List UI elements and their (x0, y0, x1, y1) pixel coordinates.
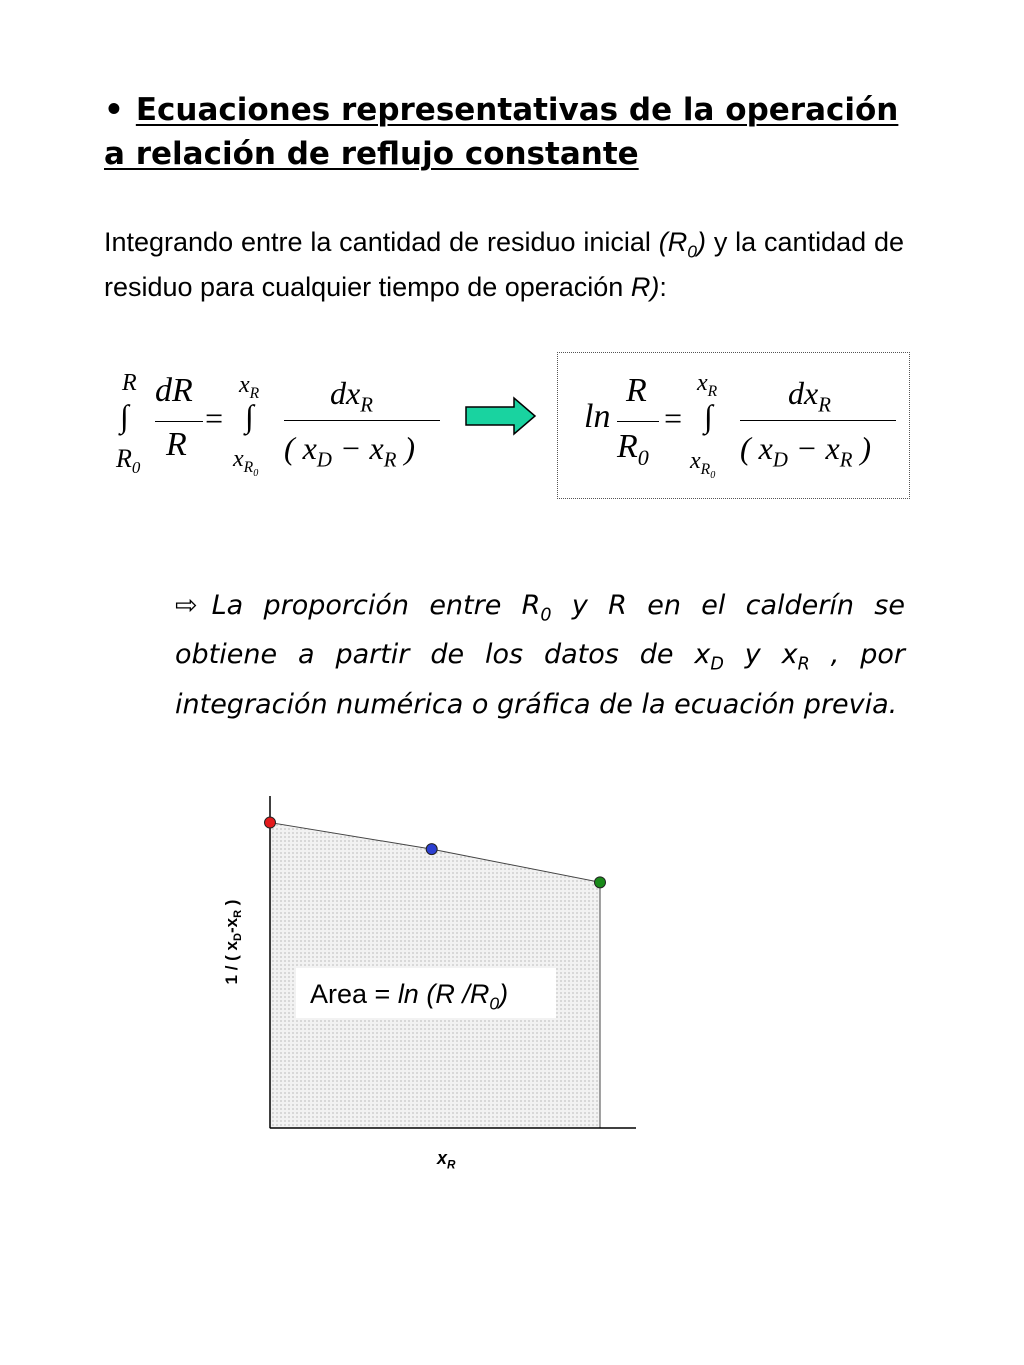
data-point-3 (595, 877, 606, 888)
area-annotation: Area = ln (R $/R_0$) (296, 968, 556, 1018)
integral3-lower-limit: $x_{R_0}$ (690, 448, 716, 481)
fraction3-denominator: ( $x_D - x_R$ ) (740, 430, 872, 472)
ratio-denominator: $R_0$ (617, 428, 649, 470)
implies-arrow-icon (464, 396, 538, 436)
fraction-numerator: dR (155, 372, 193, 409)
ratio-bar (617, 421, 659, 422)
fraction2-numerator: $dx_R$ (330, 375, 373, 417)
integral-sign-icon: ∫ (120, 398, 129, 434)
y-axis-label: 1 / ( $x_D-x_R$ ) (221, 899, 245, 985)
fraction3-numerator: $dx_R$ (788, 375, 831, 417)
intro-r0: $(R_0)$ (658, 227, 706, 262)
data-point-2 (426, 844, 437, 855)
integral2-upper-limit: $x_R$ (239, 372, 260, 402)
section-heading (104, 88, 904, 176)
ratio-numerator: R (626, 372, 647, 409)
fraction2-bar (284, 420, 440, 421)
fraction2-denominator: ( $x_D - x_R$ ) (284, 430, 416, 472)
intro-end: : (659, 272, 667, 303)
note-arrow-icon: ⇨ (175, 590, 198, 621)
data-point-1 (265, 817, 276, 828)
x-axis-label: $x_R$ (437, 1148, 456, 1172)
integral3-upper-limit: $x_R$ (697, 370, 718, 400)
intro-r: R) (630, 272, 660, 303)
equals-sign-right: = (662, 400, 684, 436)
intro-text-1: Integrando entre la cantidad de residuo inicial (104, 227, 659, 257)
heading-line-1: Ecuaciones representativas de la operación (135, 92, 899, 128)
heading-line-2: a relación de reflujo constante (104, 136, 639, 172)
integral2-lower-limit: $x_{R_0}$ (233, 446, 259, 479)
note-paragraph: ⇨ La proporción entre $R_0$ y R en el calderín se obtiene a partir de los datos de $x_D$ y $x_R$ , por integración numérica o gráfica de la ecuación previa. (175, 590, 905, 720)
integral-upper-limit: R (122, 370, 137, 396)
ln-label: ln (584, 398, 611, 435)
intro-paragraph (104, 224, 904, 305)
integral3-sign-icon: ∫ (704, 398, 713, 434)
integral2-sign-icon: ∫ (245, 398, 254, 434)
fraction-denominator: R (166, 426, 187, 463)
equals-sign: = (203, 400, 225, 436)
area-chart (200, 780, 660, 1150)
intro-text-2: y la cantidad de residuo para cualquier tiempo de operación (104, 227, 904, 303)
fraction3-bar (740, 420, 896, 421)
integral-lower-limit: $R_0$ (116, 444, 141, 478)
bullet: • (104, 92, 124, 128)
fraction-bar (155, 421, 203, 422)
